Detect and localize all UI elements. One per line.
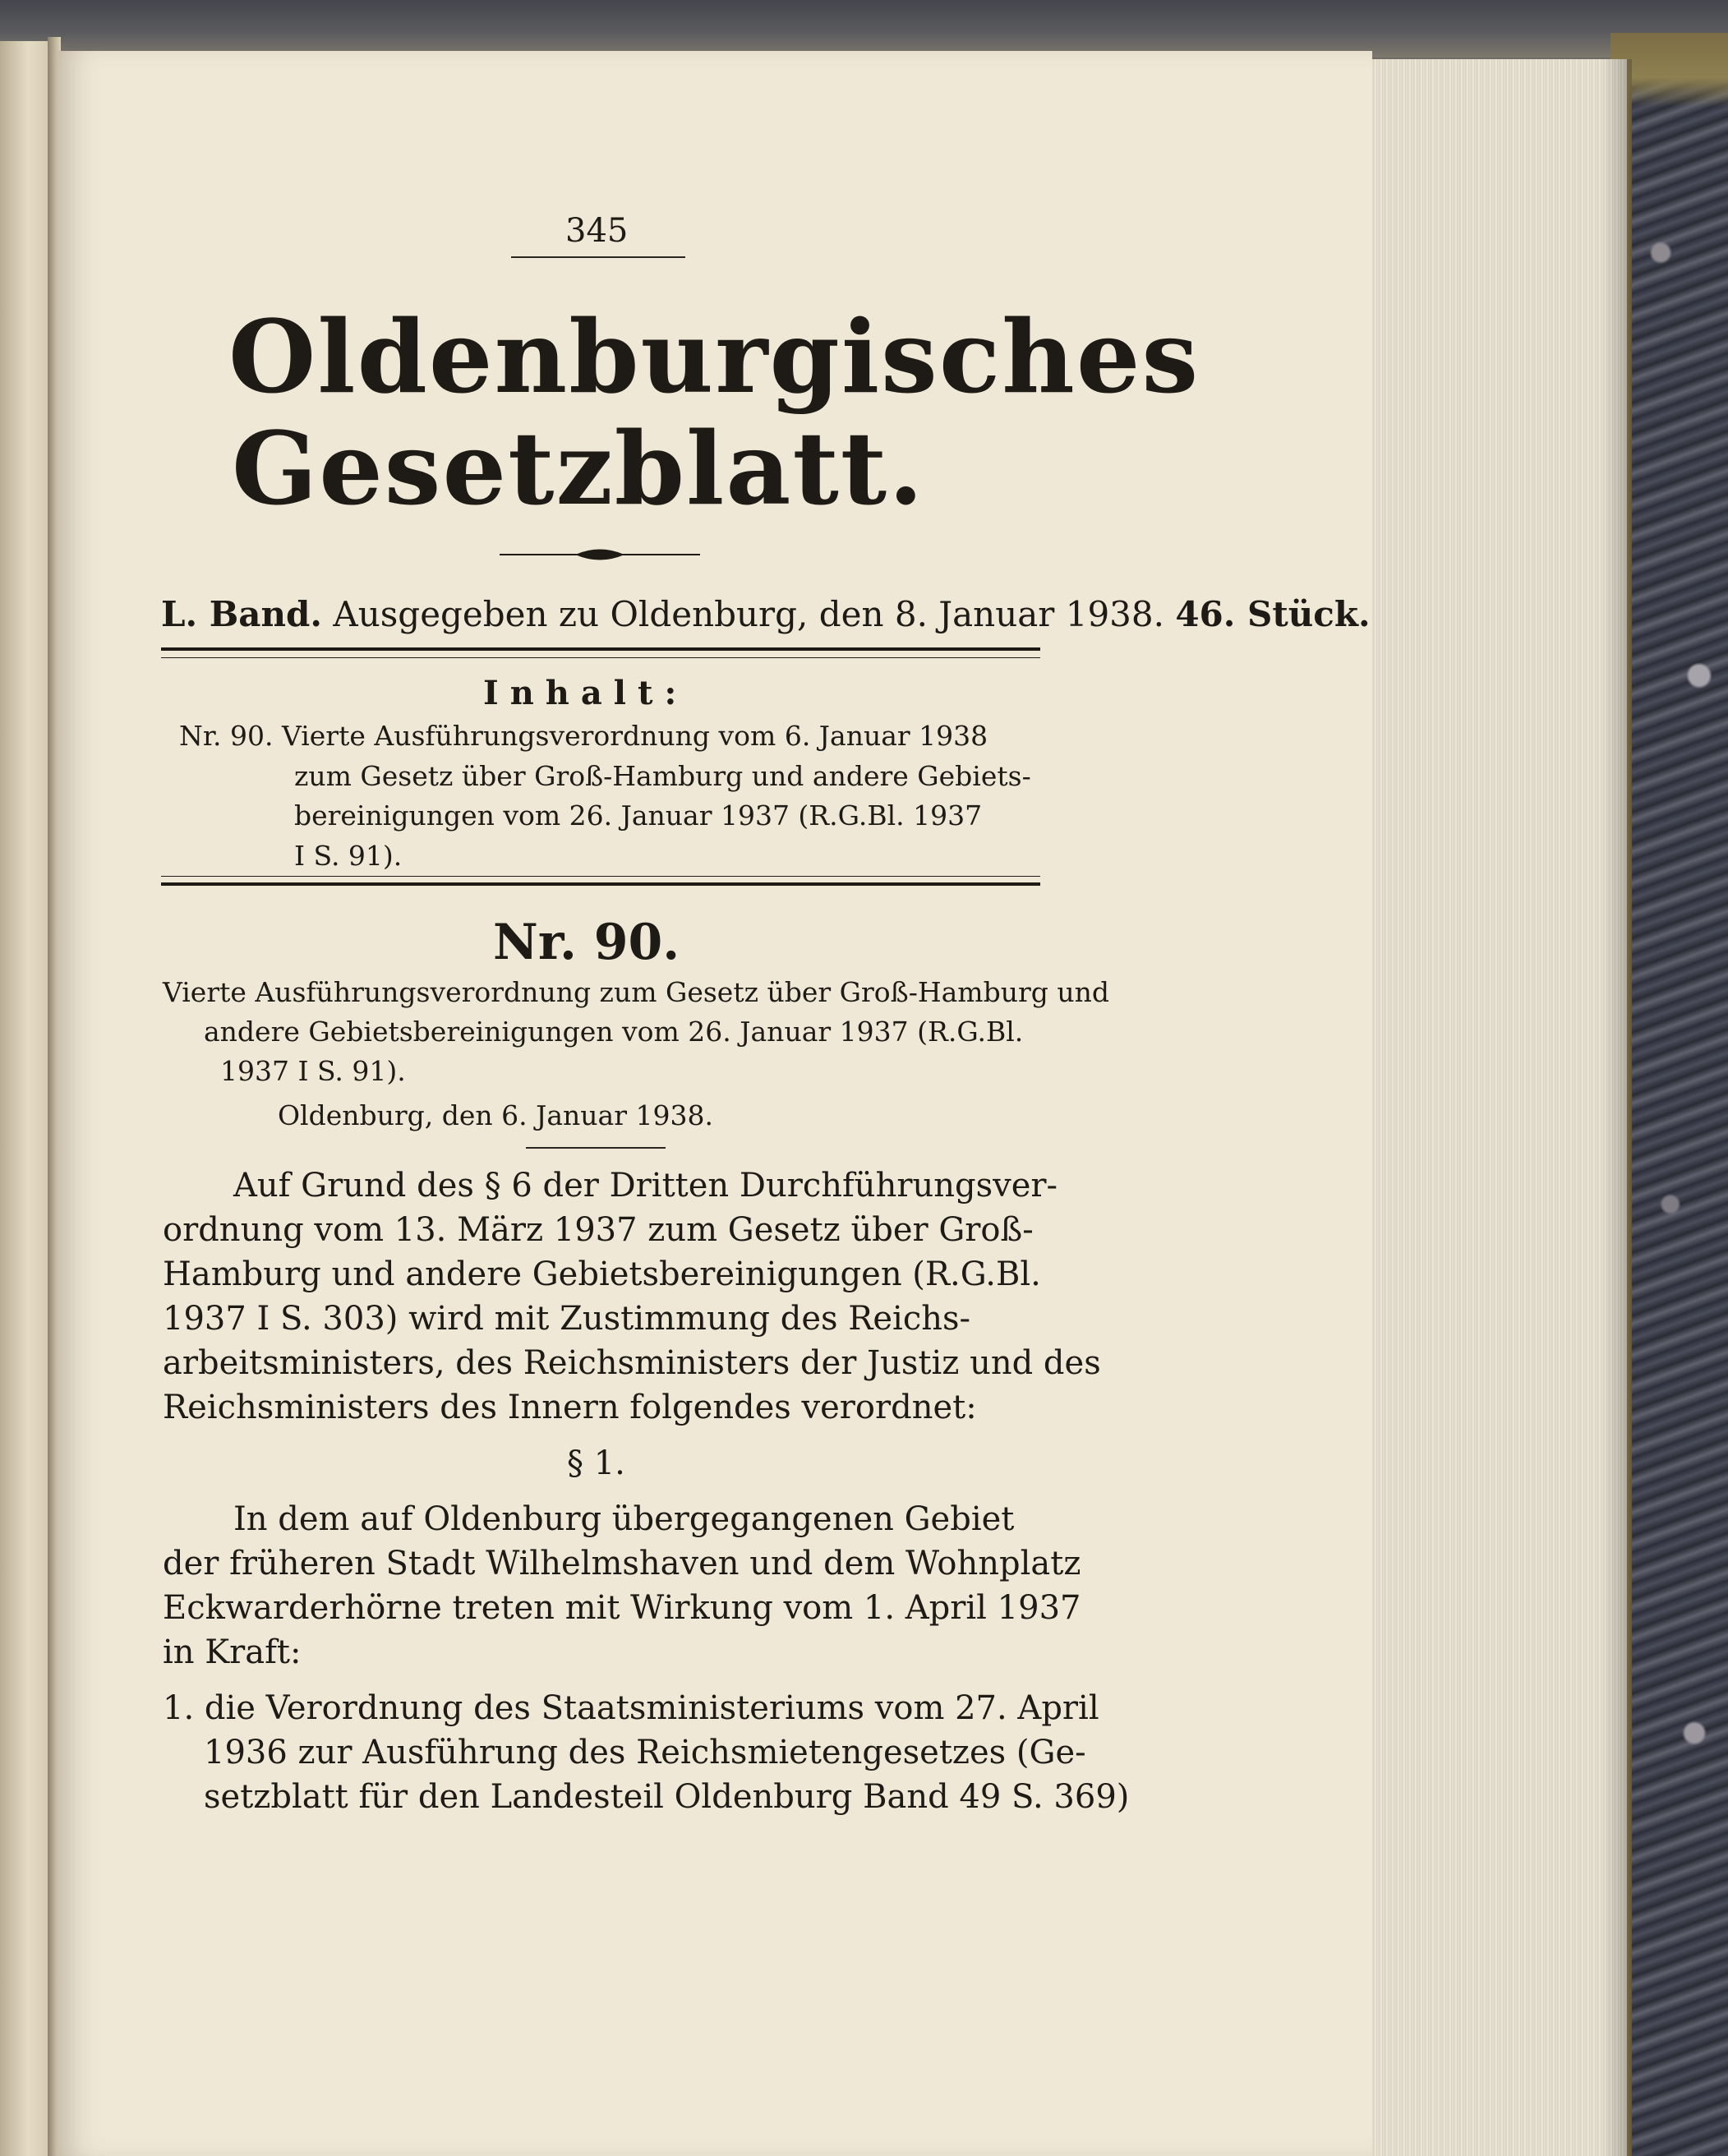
rule-thin-upper <box>161 657 1040 658</box>
section-number: Nr. 90. <box>493 914 680 971</box>
facing-page-edge <box>0 41 51 2156</box>
page-number: 345 <box>565 212 629 250</box>
paragraph-mark: § 1. <box>567 1444 625 1482</box>
preamble-line: arbeitsministers, des Reichsministers der Justiz und des <box>163 1344 1101 1382</box>
section-subtitle-line: Vierte Ausführungsverordnung zum Gesetz über Groß-Hamburg und <box>163 976 1109 1008</box>
section-subtitle-line: 1937 I S. 91). <box>220 1055 406 1087</box>
preamble-line: Auf Grund des § 6 der Dritten Durchführungsver- <box>233 1167 1058 1205</box>
contents-line: I S. 91). <box>294 840 403 872</box>
contents-line: bereinigungen vom 26. Januar 1937 (R.G.Bl. 1937 <box>294 799 983 832</box>
header-rule <box>511 256 685 258</box>
masthead-line-2: Gesetzblatt. <box>232 409 925 527</box>
rule-thin-lower <box>161 876 1040 877</box>
masthead-line-1: Oldenburgisches <box>228 297 1200 416</box>
preamble-line: Hamburg und andere Gebietsbereinigungen (R.G.Bl. <box>163 1255 1041 1293</box>
paragraph-line: Eckwarderhörne treten mit Wirkung vom 1. April 1937 <box>163 1589 1081 1627</box>
paragraph-line: in Kraft: <box>163 1633 302 1671</box>
contents-heading: Inhalt: <box>483 674 689 712</box>
paragraph-line: In dem auf Oldenburg übergegangenen Gebiet <box>233 1500 1015 1538</box>
section-rule <box>526 1147 666 1149</box>
rule-thick-upper <box>161 647 1040 651</box>
section-subtitle-line: andere Gebietsbereinigungen vom 26. Januar 1937 (R.G.Bl. <box>204 1016 1024 1048</box>
rule-thick-lower <box>161 882 1040 886</box>
contents-line: zum Gesetz über Groß-Hamburg und andere Gebiets- <box>294 760 1031 792</box>
list-item-line: 1. die Verordnung des Staatsministeriums vom 27. April <box>163 1689 1099 1727</box>
preamble-line: 1937 I S. 303) wird mit Zustimmung des Reichs- <box>163 1300 971 1338</box>
dateline: Oldenburg, den 6. Januar 1938. <box>278 1099 713 1131</box>
issue-line <box>161 594 1371 634</box>
page-edges <box>1360 59 1627 2156</box>
list-item-line: 1936 zur Ausführung des Reichsmietengesetzes (Ge- <box>204 1734 1086 1771</box>
issue-date: Ausgegeben zu Oldenburg, den 8. Januar 1938. <box>333 594 1164 634</box>
preamble-line: ordnung vom 13. März 1937 zum Gesetz über Groß- <box>163 1211 1034 1249</box>
contents-line: Nr. 90. Vierte Ausführungsverordnung vom 6. Januar 1938 <box>179 720 988 752</box>
issue-piece: 46. Stück. <box>1175 594 1371 634</box>
list-item-line: setzblatt für den Landesteil Oldenburg Band 49 S. 369) <box>204 1778 1130 1816</box>
paragraph-line: der früheren Stadt Wilhelmshaven und dem Wohnplatz <box>163 1545 1081 1582</box>
volume-label: L. Band. <box>161 594 323 634</box>
ornament-divider <box>500 544 700 565</box>
binding-top-edge <box>0 0 1728 58</box>
preamble-line: Reichsministers des Innern folgendes verordnet: <box>163 1389 977 1426</box>
marbled-cover <box>1632 41 1728 2156</box>
page-edges-shadow <box>1602 59 1632 2156</box>
